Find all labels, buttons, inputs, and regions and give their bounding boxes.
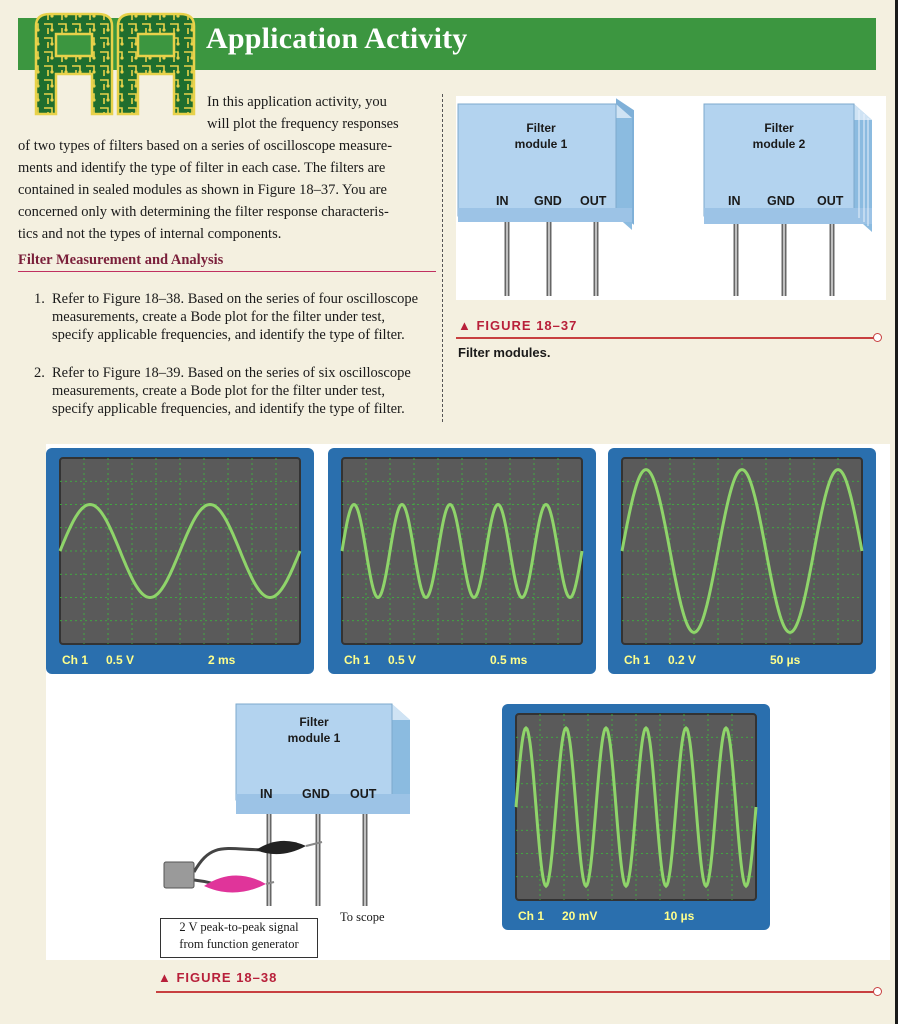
module-1-label-line-1: Filter <box>526 121 556 135</box>
setup-pin-gnd: GND <box>302 787 330 801</box>
module-2-pin-out: OUT <box>817 194 844 208</box>
item-2-number: 2. <box>34 365 45 381</box>
item-2-line-1: Refer to Figure 18–39. Based on the series of six oscilloscope <box>52 365 411 381</box>
test-setup-diagram <box>156 700 476 920</box>
item-2-line-3: specify applicable frequencies, and identify the type of filter. <box>52 401 405 417</box>
black-alligator-clip <box>256 841 306 854</box>
scope-volts-div-label: 0.5 V <box>106 653 135 667</box>
filter-module-2 <box>704 104 872 296</box>
oscilloscope-display-4 <box>502 704 774 934</box>
intro-line-2: will plot the frequency responses <box>207 116 399 132</box>
module-1-pin-out: OUT <box>580 194 607 208</box>
bnc-connector <box>164 862 194 888</box>
module-1-pin-gnd: GND <box>534 194 562 208</box>
setup-module-label-line-1: Filter <box>299 715 329 729</box>
page-title: Application Activity <box>206 22 468 55</box>
circuit-aa-logo-icon <box>28 8 200 120</box>
oscilloscope-display-3 <box>608 448 880 678</box>
filter-modules-diagram <box>456 96 886 300</box>
module-2-pin-in: IN <box>728 194 741 208</box>
oscilloscope-display-2 <box>328 448 600 678</box>
module-1-pin-in: IN <box>496 194 509 208</box>
section-rule <box>18 271 436 272</box>
figure-18-38-caption: ▲ FIGURE 18–38 <box>158 970 278 985</box>
scope-channel-label: Ch 1 <box>62 653 89 667</box>
figure-18-37-description: Filter modules. <box>458 345 551 360</box>
module-2-label-line-2: module 2 <box>752 137 806 151</box>
intro-line-4: ments and identify the type of filter in each case. The filters are <box>18 160 386 176</box>
scope-volts-div-label: 0.5 V <box>388 653 417 667</box>
intro-line-7: tics and not the types of internal components. <box>18 226 282 242</box>
scope-volts-div-label: 20 mV <box>562 909 598 923</box>
scope-time-div-label: 50 µs <box>770 653 801 667</box>
intro-line-1: In this application activity, you <box>207 94 387 110</box>
signal-note-box <box>160 918 318 958</box>
scope-channel-label: Ch 1 <box>344 653 371 667</box>
intro-line-3: of two types of filters based on a series of oscilloscope measure- <box>18 138 393 154</box>
scope-time-div-label: 0.5 ms <box>490 653 528 667</box>
figure-18-38-rule-end <box>873 987 882 996</box>
signal-note-line-2: from function generator <box>179 937 299 951</box>
scope-channel-label: Ch 1 <box>624 653 651 667</box>
to-scope-label: To scope <box>340 910 385 924</box>
item-1-line-1: Refer to Figure 18–38. Based on the series of four oscilloscope <box>52 291 419 307</box>
figure-18-37-rule <box>456 337 874 339</box>
module-1-label-line-2: module 1 <box>514 137 568 151</box>
column-divider <box>442 94 443 422</box>
setup-pin-in: IN <box>260 787 273 801</box>
figure-18-38-rule <box>156 991 874 993</box>
item-1-number: 1. <box>34 291 45 307</box>
scope-channel-label: Ch 1 <box>518 909 545 923</box>
item-1-line-3: specify applicable frequencies, and identify the type of filter. <box>52 327 405 343</box>
module-2-label-line-1: Filter <box>764 121 794 135</box>
setup-pin-out: OUT <box>350 787 377 801</box>
setup-module-label-line-2: module 1 <box>287 731 341 745</box>
filter-module-1 <box>458 98 634 296</box>
figure-18-37-caption: ▲ FIGURE 18–37 <box>458 318 578 333</box>
scope-time-div-label: 2 ms <box>208 653 236 667</box>
oscilloscope-display-1 <box>46 448 318 678</box>
figure-18-37-rule-end <box>873 333 882 342</box>
intro-line-5: contained in sealed modules as shown in Figure 18–37. You are <box>18 182 387 198</box>
scope-volts-div-label: 0.2 V <box>668 653 697 667</box>
signal-note-line-1: 2 V peak-to-peak signal <box>179 920 299 934</box>
black-lead-cable <box>194 849 268 872</box>
item-1-line-2: measurements, create a Bode plot for the filter under test, <box>52 309 385 325</box>
section-heading: Filter Measurement and Analysis <box>18 252 224 268</box>
module-2-pin-gnd: GND <box>767 194 795 208</box>
item-2-line-2: measurements, create a Bode plot for the filter under test, <box>52 383 385 399</box>
scope-time-div-label: 10 µs <box>664 909 695 923</box>
intro-line-6: concerned only with determining the filter response characteris- <box>18 204 389 220</box>
magenta-alligator-clip <box>204 875 266 892</box>
